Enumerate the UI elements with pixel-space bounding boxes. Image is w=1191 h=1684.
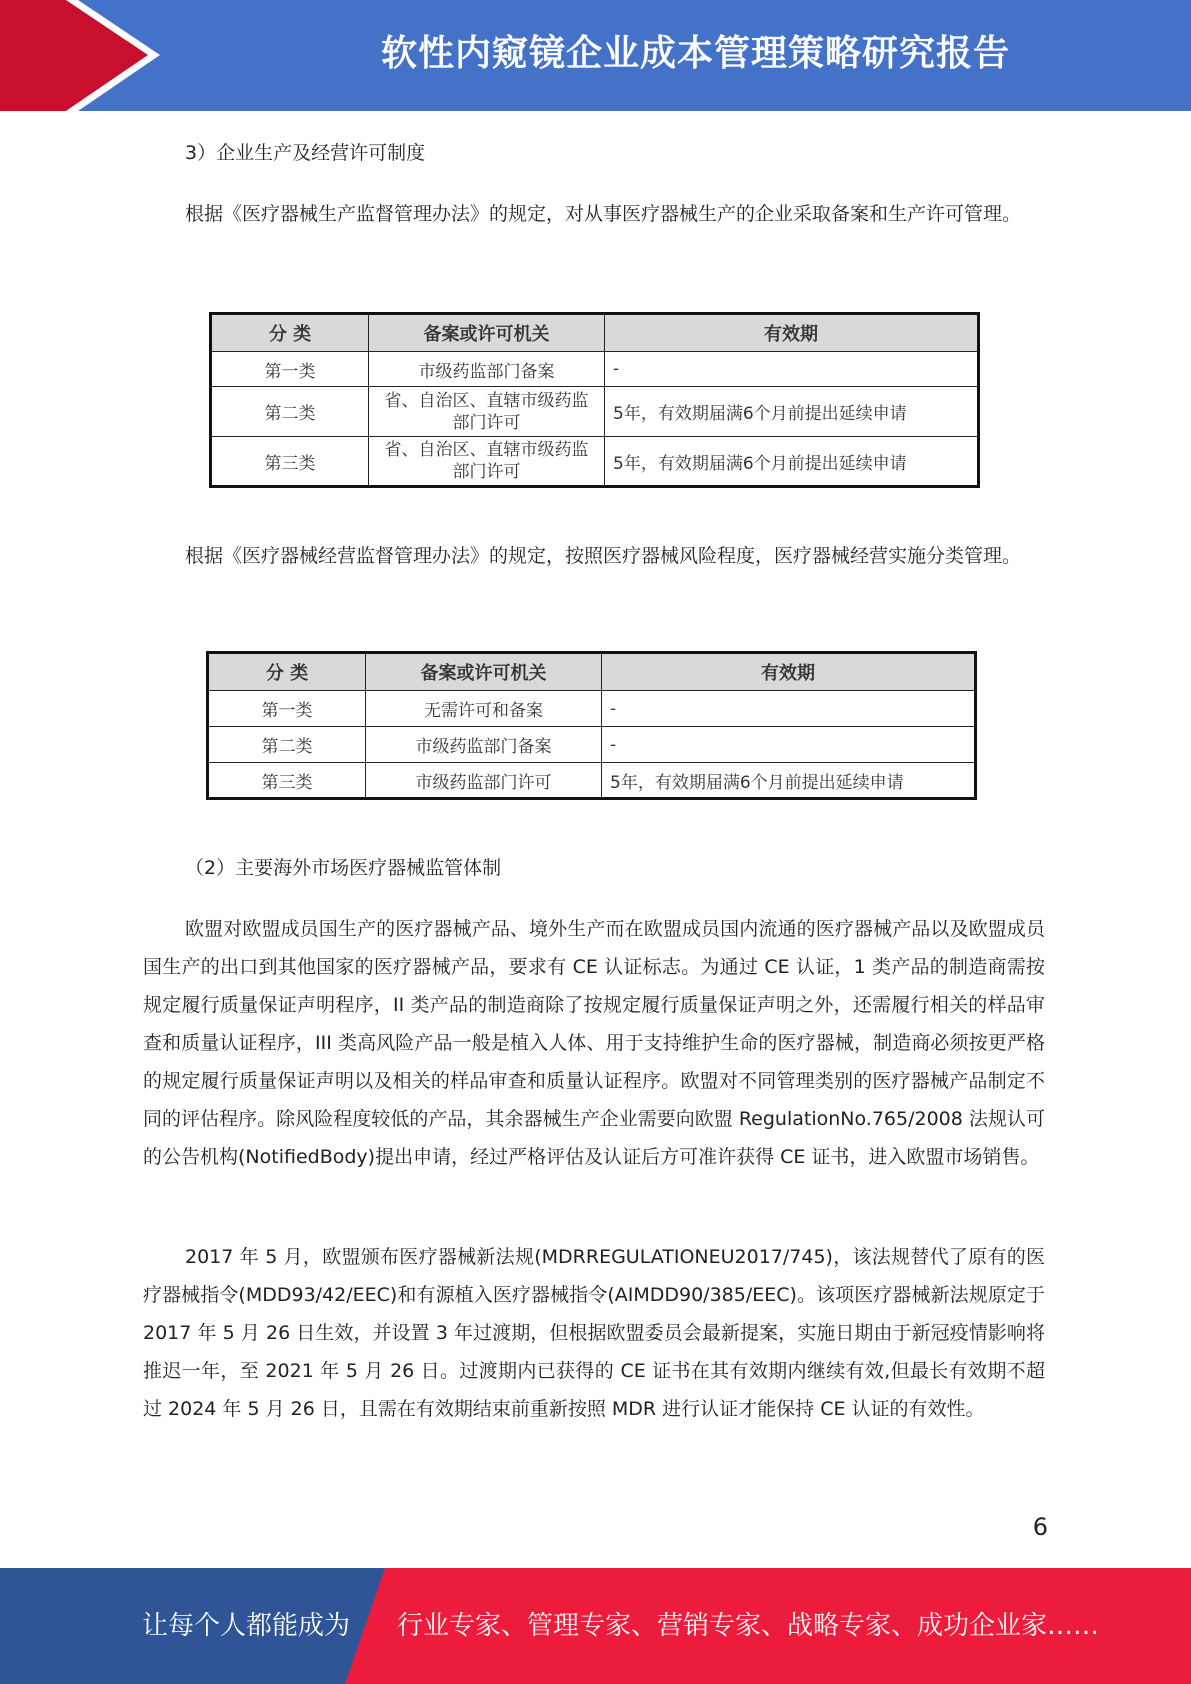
table-row bbox=[208, 691, 976, 727]
table-cell: 5年，有效期届满6个月前提出延续申请 bbox=[605, 387, 979, 437]
table-cell: 第三类 bbox=[211, 437, 369, 487]
table-header-cell: 有效期 bbox=[605, 314, 979, 352]
report-title: 软性内窥镜企业成本管理策略研究报告 bbox=[380, 33, 1010, 74]
table-cell: 无需许可和备案 bbox=[366, 691, 602, 727]
table-row bbox=[211, 437, 979, 487]
table-cell: 第二类 bbox=[208, 727, 366, 763]
table-row bbox=[208, 727, 976, 763]
table-cell: - bbox=[602, 727, 976, 763]
table-cell: 第一类 bbox=[211, 352, 369, 387]
operation-license-table bbox=[206, 651, 977, 800]
table-cell: - bbox=[602, 691, 976, 727]
table-cell: 第一类 bbox=[208, 691, 366, 727]
page-header bbox=[0, 0, 1191, 111]
table-cell: - bbox=[605, 352, 979, 387]
table-cell: 市级药监部门备案 bbox=[369, 352, 605, 387]
table-row bbox=[211, 387, 979, 437]
table-row bbox=[211, 352, 979, 387]
table-cell: 省、自治区、直辖市级药监部门许可 bbox=[369, 387, 605, 437]
table-header-cell: 分 类 bbox=[211, 314, 369, 352]
paragraph-production-rules: 根据《医疗器械生产监督管理办法》的规定，对从事医疗器械生产的企业采取备案和生产许可管理。 bbox=[185, 203, 1022, 225]
table-header-cell: 备案或许可机关 bbox=[369, 314, 605, 352]
table-cell: 5年，有效期届满6个月前提出延续申请 bbox=[605, 437, 979, 487]
table-header-row bbox=[211, 314, 979, 352]
page-number: 6 bbox=[1032, 1513, 1048, 1541]
table-cell: 第二类 bbox=[211, 387, 369, 437]
table-cell: 市级药监部门备案 bbox=[366, 727, 602, 763]
footer-slogan-right: 行业专家、管理专家、营销专家、战略专家、成功企业家…… bbox=[397, 1611, 1100, 1641]
table-header-cell: 有效期 bbox=[602, 653, 976, 691]
paragraph-operation-rules: 根据《医疗器械经营监督管理办法》的规定，按照医疗器械风险程度，医疗器械经营实施分类管理。 bbox=[185, 545, 1022, 567]
table-header-cell: 备案或许可机关 bbox=[366, 653, 602, 691]
table-header-row bbox=[208, 653, 976, 691]
footer-slogan-left: 让每个人都能成为 bbox=[142, 1611, 351, 1641]
table-header-cell: 分 类 bbox=[208, 653, 366, 691]
table-cell: 5年，有效期届满6个月前提出延续申请 bbox=[602, 763, 976, 799]
table-cell: 第三类 bbox=[208, 763, 366, 799]
production-license-table bbox=[209, 312, 980, 488]
section-heading-overseas: （2）主要海外市场医疗器械监管体制 bbox=[185, 857, 502, 879]
table-cell: 市级药监部门许可 bbox=[366, 763, 602, 799]
table-row bbox=[208, 763, 976, 799]
paragraph-eu-ce-certification: 欧盟对欧盟成员国生产的医疗器械产品、境外生产而在欧盟成员国内流通的医疗器械产品以及欧盟成员国生产的出口到其他国家的医疗器械产品，要求有 CE 认证标志。为通过 CE 认证，1 类产品的制造商需按规定履行质量保证声明程序，II 类产品的制造商除了按规定履行质量保证声明之外，还需履行相关的样品审查和质量认证程序，III 类高风险产品一般是植入人体、用于支持维护生命的医疗器械，制造商必须按更严格的规定履行质量保证声明以及相关的样品审查和质量认证程序。欧盟对不同管理类别的医疗器械产品制定不同的评估程序。除风险程度较低的产品，其余器械生产企业需要向欧盟 RegulationNo.765/2008 法规认可的公告机构(NotifiedBody)提出申请，经过严格评估及认证后方可准许获得 CE 证书，进入欧盟市场销售。 bbox=[143, 918, 1045, 1168]
paragraph-eu-mdr: 2017 年 5 月，欧盟颁布医疗器械新法规(MDRREGULATIONEU2017/745)，该法规替代了原有的医疗器械指令(MDD93/42/EEC)和有源植入医疗器械指令(AIMDD90/385/EEC)。该项医疗器械新法规原定于 2017 年 5 月 26 日生效，并设置 3 年过渡期，但根据欧盟委员会最新提案，实施日期由于新冠疫情影响将推迟一年，至 2021 年 5 月 26 日。过渡期内已获得的 CE 证书在其有效期内继续有效,但最长有效期不超过 2024 年 5 月 26 日，且需在有效期结束前重新按照 MDR 进行认证才能保持 CE 认证的有效性。 bbox=[143, 1246, 1045, 1420]
section-heading-licensing: 3）企业生产及经营许可制度 bbox=[185, 142, 426, 164]
page-footer bbox=[0, 1568, 1191, 1684]
table-cell: 省、自治区、直辖市级药监部门许可 bbox=[369, 437, 605, 487]
